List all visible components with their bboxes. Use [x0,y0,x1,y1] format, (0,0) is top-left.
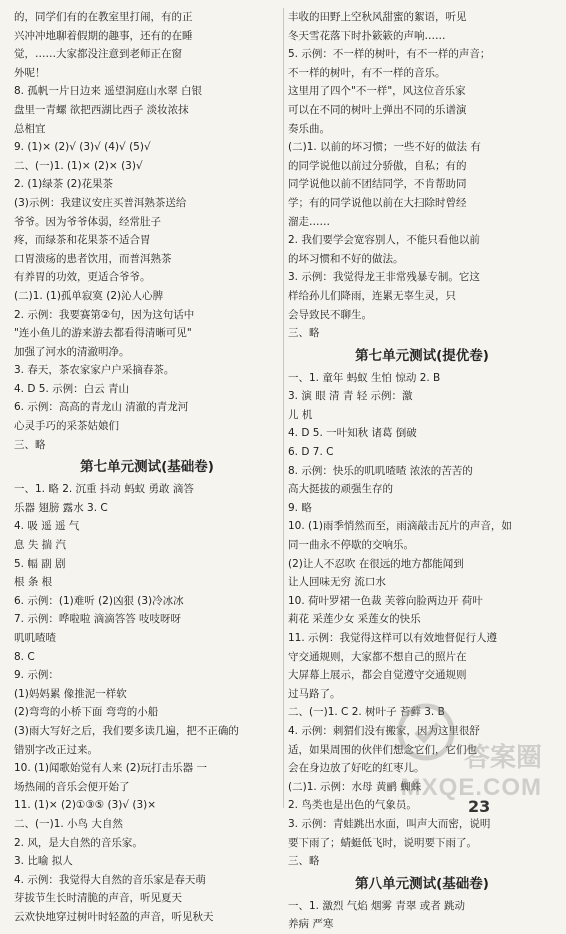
answer-line: (二)1. (1)孤单寂寞 (2)沁人心脾 [14,289,164,302]
answer-line: 9. 示例： [14,669,59,682]
answer-line: 6. 示例：高高的青龙山 清澈的青龙河 [14,401,189,414]
answer-line: (二)1. 示例：水母 黄鹂 蜘蛛 [288,780,422,793]
answer-line: 大屏幕上展示，都会自觉遵守交通规则 [288,669,467,682]
answer-line: 的坏习惯和不好的做法。 [288,252,404,265]
answer-line: 11. 示例：我觉得这样可以有效地督促行人遵 [288,632,498,644]
answer-line: 同一曲永不停歇的交响乐。 [288,539,414,552]
answer-line: 爷爷。因为爷爷体弱，经常肚子 [14,215,161,228]
answer-line: 样给孙儿们降雨，连累无辜生灵，只 [288,289,456,302]
answer-line: 一、1. 童年 蚂蚁 生怕 惊动 2. B [288,371,441,384]
answer-line: 乐器 翅膀 露水 3. C [14,501,108,514]
answer-line: 养病 严寒 [288,918,334,931]
answer-line: 4. D 5. 一叶知秋 诸葛 倒破 [288,427,417,440]
section-title: 第七单元测试(基础卷) [80,459,214,476]
answer-line: 冬天雪花落下时扑簌簌的声响…… [288,29,446,42]
answer-line: (3)雨大写好之后，我们要多读几遍，把不正确的 [14,724,239,737]
answer-line: 错别字改正过来。 [14,743,98,756]
answer-line: 4. 示例：刺猬们没有搬家，因为这里很舒 [288,724,480,737]
answer-line: 让人回味无穷 流口水 [288,576,386,589]
right-column [288,8,556,934]
answer-line: 8. 孤帆一片日边来 遥望洞庭山水翠 白银 [14,85,203,98]
answer-line: 会在身边放了好吃的红枣儿。 [288,762,425,775]
answer-line: 三、略 [288,855,320,868]
answer-line: 学；有的同学说他以前在大扫除时曾经 [288,196,467,209]
answer-line: 会导致民不聊生。 [288,308,372,321]
answer-line: 3. 示例：我觉得龙王非常残暴专制。它这 [288,271,480,284]
answer-line: 守交通规则，大家都不想自己的照片在 [288,650,467,663]
answer-line: 场热闹的音乐会便开始了 [14,780,130,793]
answer-line: 要下雨了；蜻蜓低飞时，说明要下雨了。 [288,836,477,849]
answer-line: 总相宜 [14,122,46,135]
answer-line: 2. 风，是大自然的音乐家。 [14,836,143,849]
answer-line: 不一样的树叶，有不一样的音乐。 [288,66,446,79]
answer-line: 3. 示例：青蛙跳出水面，叫声大而密，说明 [288,817,491,830]
answer-line: 可以在不同的树叶上弹出不同的乐谱演 [288,103,467,116]
answer-line: 6. 示例：(1)难听 (2)凶狠 (3)冷冰冰 [14,594,184,607]
page-number: 23 [468,797,491,816]
answer-line: 外呢！ [14,66,46,79]
answer-line: (二)1. 以前的坏习惯；一些不好的做法 有 [288,141,481,154]
answer-line: 7. 示例：哗啦啦 滴滴答答 吱吱呀呀 [14,613,182,626]
answer-line: 丰收的田野上空秋风甜蜜的絮语，听见 [288,11,467,23]
answer-line: 溜走…… [288,215,330,228]
answer-line: 疼，而绿茶和花果茶不适合胃 [14,234,151,247]
answer-line: 5. 示例：不一样的树叶，有不一样的声音； [288,48,491,61]
answer-line: 2. 示例：我要赛第②句，因为这句话中 [14,308,195,321]
answer-line: 5. 幅 副 剧 [14,557,66,570]
answer-line: 6. D 7. C [288,446,334,459]
answer-line: (2)弯弯的小桥下面 弯弯的小船 [14,706,159,719]
answer-line: 4. 示例：我觉得大自然的音乐家是春天萌 [14,873,206,886]
answer-line: 3. 春天，茶农家家户户采摘春茶。 [14,364,175,377]
answer-line: 二、(一)1. (1)× (2)× (3)√ [14,159,143,172]
answer-line: 一、1. 激烈 气焰 烟雾 青翠 或者 跳动 [288,899,466,912]
answer-line: 二、(一)1. 小鸟 大自然 [14,817,123,830]
answer-line: 叽叽喳喳 [14,632,56,644]
answer-line: 心灵手巧的采茶姑娘们 [14,420,119,433]
answer-line: 2. 鸟类也是出色的气象员。 [288,799,417,812]
answer-line: 二、(一)1. C 2. 树叶子 苔藓 3. B [288,706,445,719]
answer-line: 高大挺拔的顽强生存的 [288,483,393,496]
answer-line: 适，如果周围的伙伴们想念它们，它们也 [288,743,477,756]
answer-line: 一、1. 略 2. 沉重 抖动 蚂蚁 勇敢 滴答 [14,483,194,496]
answer-line: 同学说他以前不团结同学，不肯帮助同 [288,178,467,191]
answer-line: 息 失 揣 汽 [14,539,67,552]
answer-line: 盘里一青螺 欲把西湖比西子 淡妆浓抹 [14,103,189,116]
answer-line: 有养胃的功效，更适合爷爷。 [14,271,151,284]
watermark-title: 答案圈 [463,743,542,774]
answer-line: 4. 吸 遥 遥 气 [14,520,80,533]
answer-line: 的同学说他以前过分骄傲，自私；有的 [288,159,467,172]
section-title: 第八单元测试(基础卷) [355,875,489,892]
answer-line: 10. (1)雨季悄然而至，雨滴敲击瓦片的声音，如 [288,520,512,533]
answer-line: 8. C [14,650,35,663]
answer-line: 3. 演 眼 清 青 轻 示例：激 [288,390,413,403]
answer-line: 根 条 根 [14,576,53,589]
answer-line: 4. D 5. 示例：白云 青山 [14,382,129,395]
answer-line: 云欢快地穿过树叶时轻盈的声音，听见秋天 [14,910,214,923]
answer-line: (1)妈妈累 像推泥一样软 [14,687,127,700]
answer-line: 过马路了。 [288,687,341,700]
answer-line: 10. 荷叶罗裙一色裁 芙蓉向脸两边开 荷叶 [288,594,483,607]
section-title: 第七单元测试(提优卷) [355,347,489,364]
answer-line: 三、略 [288,327,320,340]
answer-line: 9. (1)× (2)√ (3)√ (4)√ (5)√ [14,141,151,154]
column-divider [283,8,284,808]
answer-line: 这里用了四个"不一样"，风这位音乐家 [288,85,466,98]
answer-line: 儿 机 [288,408,313,421]
answer-line: 三、略 [14,438,46,451]
answer-line: (3)示例：我建议安庄买普洱熟茶送给 [14,196,187,209]
answer-line: 11. (1)× (2)①③⑤ (3)√ (3)× [14,799,157,812]
answer-line: 10. (1)闻歌始觉有人来 (2)玩打击乐器 一 [14,762,207,775]
answer-line: 觉，……大家都没注意到老师正在窗 [14,48,182,61]
answer-line: 3. 比喻 拟人 [14,855,73,868]
answer-line: 8. 示例：快乐的叽叽喳喳 浓浓的苦苦的 [288,464,473,477]
answer-line: 芽拔节生长时清脆的声音，听见夏天 [14,892,182,905]
answer-line: (2)让人不忍吹 在很远的地方都能闻到 [288,557,464,570]
answer-line: 9. 略 [288,501,312,514]
answer-line: 的，同学们有的在教室里打闹，有的正 [14,11,193,23]
answer-line: 2. (1)绿茶 (2)花果茶 [14,178,113,191]
answer-line: "连小鱼儿的游来游去都看得清晰可见" [14,327,192,340]
answer-line: 2. 我们要学会宽容别人，不能只看他以前 [288,234,480,247]
left-column [14,8,280,927]
answer-line: 口胃溃疡的患者饮用，而普洱熟茶 [14,252,172,265]
answer-line: 奏乐曲。 [288,122,330,135]
answer-line: 加强了河水的清澈明净。 [14,345,130,358]
answer-line: 兴冲冲地聊着假期的趣事，还有的在睡 [14,29,193,42]
answer-line: 莉花 采莲少女 采莲女的快乐 [288,613,421,626]
watermark-url: MXQE.COM [400,774,542,802]
